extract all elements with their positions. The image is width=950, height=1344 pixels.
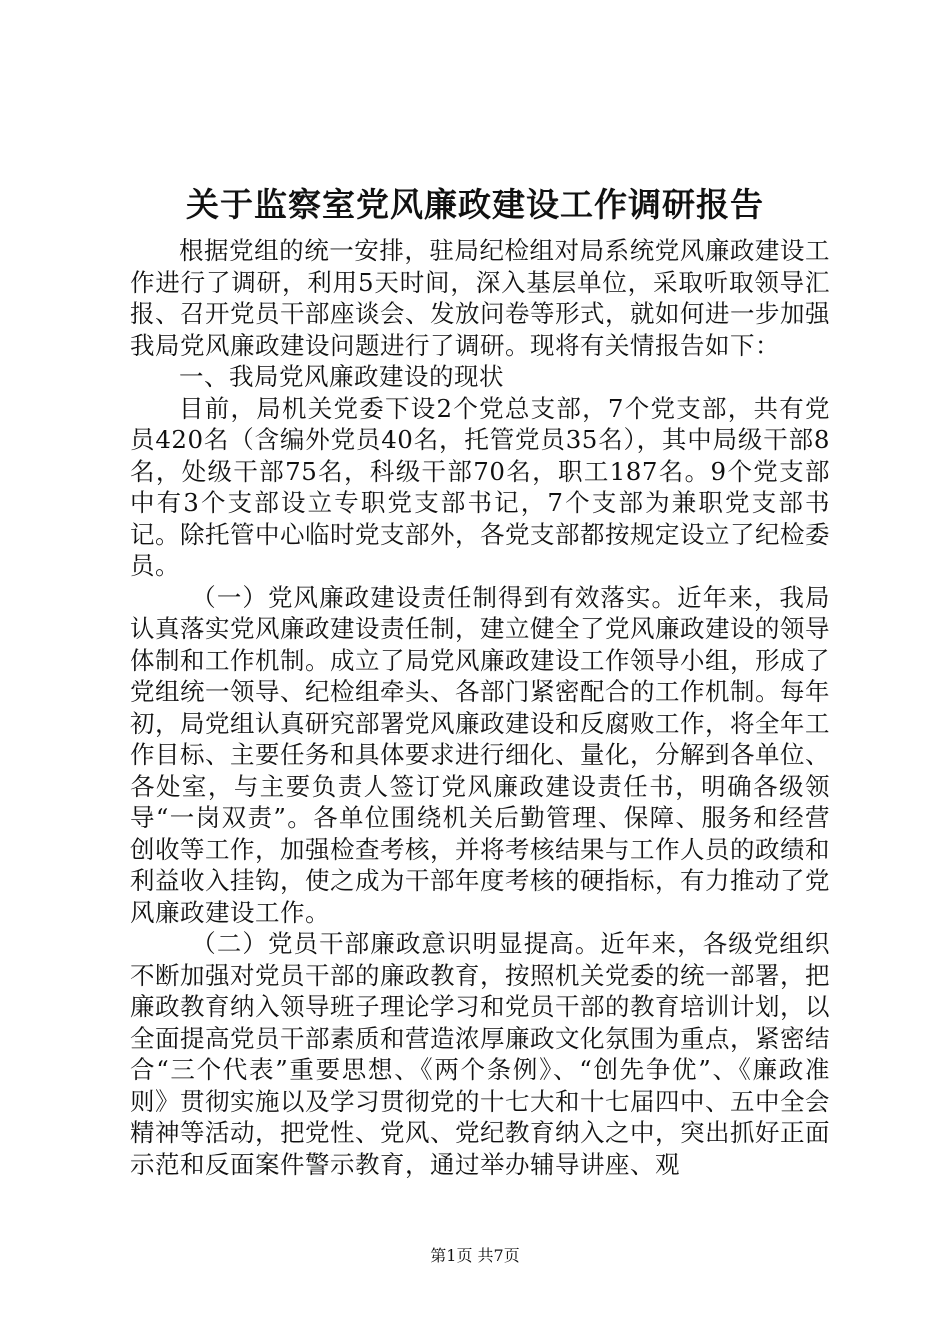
status-paragraph: 目前，局机关党委下设2个党总支部，7个党支部，共有党员420名（含编外党员40名，托管党员35名），其中局级干部8名，处级干部75名，科级干部70名，职工187名。9个党支部中有3个支部设立专职党支部书记，7个支部为兼职党支部书记。除托管中心临时党支部外，各党支部都按规定设立了纪检委员。 [130,393,830,580]
document-body [130,235,830,1180]
subsection-paragraph-1: （一）党风廉政建设责任制得到有效落实。近年来，我局认真落实党风廉政建设责任制，建立健全了党风廉政建设的领导体制和工作机制。成立了局党风廉政建设工作领导小组，形成了党组统一领导、纪检组牵头、各部门紧密配合的工作机制。每年初，局党组认真研究部署党风廉政建设和反腐败工作，将全年工作目标、主要任务和具体要求进行细化、量化，分解到各单位、各处室，与主要负责人签订党风廉政建设责任书，明确各级领导“一岗双责”。各单位围绕机关后勤管理、保障、服务和经营创收等工作，加强检查考核，并将考核结果与工作人员的政绩和利益收入挂钩，使之成为干部年度考核的硬指标，有力推动了党风廉政建设工作。 [130,582,830,927]
subsection-paragraph-2: （二）党员干部廉政意识明显提高。近年来，各级党组织不断加强对党员干部的廉政教育，按照机关党委的统一部署，把廉政教育纳入领导班子理论学习和党员干部的教育培训计划，以全面提高党员干部素质和营造浓厚廉政文化氛围为重点，紧密结合“三个代表”重要思想、《两个条例》、“创先争优”、《廉政准则》贯彻实施以及学习贯彻党的十七大和十七届四中、五中全会精神等活动，把党性、党风、党纪教育纳入之中，突出抓好正面示范和反面案件警示教育，通过举办辅导讲座、观 [130,929,830,1179]
intro-paragraph: 根据党组的统一安排，驻局纪检组对局系统党风廉政建设工作进行了调研，利用5天时间，深入基层单位，采取听取领导汇报、召开党员干部座谈会、发放问卷等形式，就如何进一步加强我局党风廉政建设问题进行了调研。现将有关情报告如下： [130,236,830,360]
document-title: 关于监察室党风廉政建设工作调研报告 [186,185,764,224]
page-number-footer: 第1页 共7页 [430,1246,520,1265]
section-heading: 一、我局党风廉政建设的现状 [179,362,504,391]
